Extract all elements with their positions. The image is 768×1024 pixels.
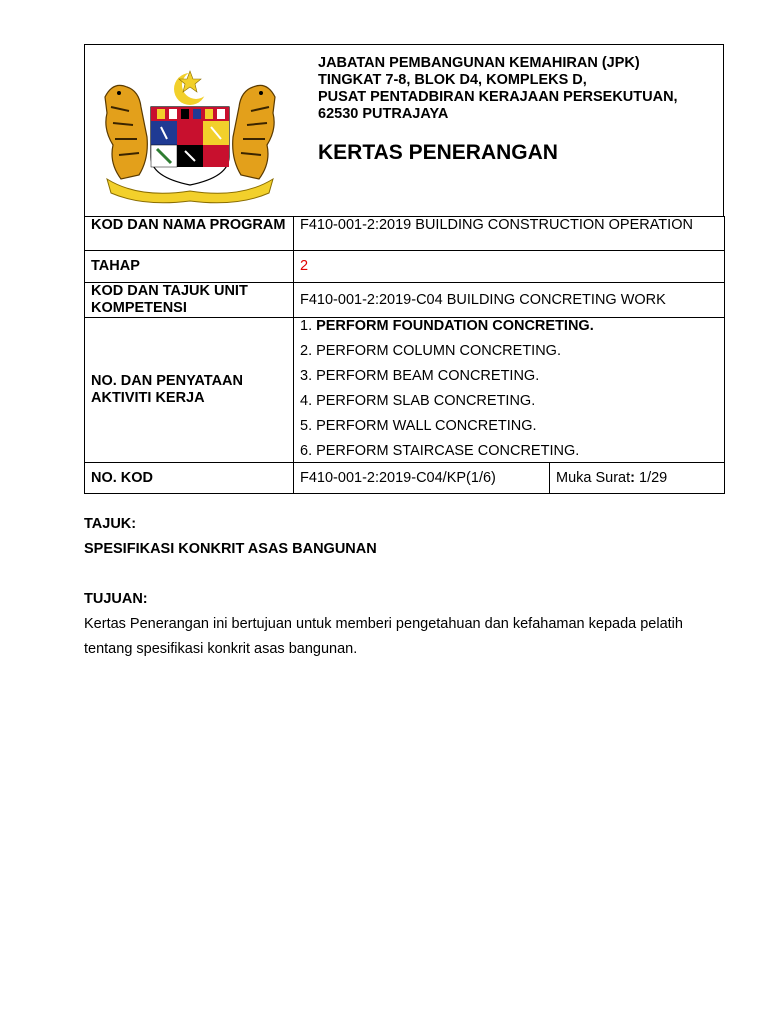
table-row: [85, 463, 725, 494]
tujuan-text: Kertas Penerangan ini bertujuan untuk memberi pengetahuan dan kefahaman kepada pelatih tentang spesifikasi konkrit asas bangunan.: [84, 616, 683, 657]
address-line: TINGKAT 7-8, BLOK D4, KOMPLEKS D,: [318, 72, 587, 88]
malaysia-coat-of-arms-logo: [99, 67, 281, 205]
activity-text: PERFORM STAIRCASE CONCRETING.: [316, 443, 580, 459]
tujuan-section: [84, 587, 694, 662]
tajuk-heading: TAJUK:: [84, 516, 137, 532]
tahap-label: TAHAP: [85, 251, 294, 283]
page-colon: :: [630, 469, 635, 486]
activities-cell: [294, 318, 725, 463]
program-label: KOD DAN NAMA PROGRAM: [85, 217, 294, 251]
list-item: [300, 318, 718, 343]
activities-list: [300, 318, 718, 462]
activity-text: PERFORM BEAM CONCRETING.: [316, 368, 540, 384]
activity-text: PERFORM COLUMN CONCRETING.: [316, 343, 561, 359]
activities-label: NO. DAN PENYATAAN AKTIVITI KERJA: [85, 318, 294, 463]
page-value: 1/29: [635, 469, 668, 486]
address-line: PUSAT PENTADBIRAN KERAJAAN PERSEKUTUAN,: [318, 89, 678, 105]
table-row: [85, 251, 725, 283]
list-item: [300, 343, 718, 368]
activity-number: 1.: [300, 318, 313, 334]
list-item: [300, 443, 718, 462]
activity-number: 2.: [300, 343, 313, 359]
list-item: [300, 393, 718, 418]
unit-value: F410-001-2:2019-C04 BUILDING CONCRETING WORK: [294, 283, 725, 318]
page-number: [550, 463, 725, 494]
tahap-value: 2: [294, 251, 725, 283]
activity-text: PERFORM SLAB CONCRETING.: [316, 393, 536, 409]
program-value: F410-001-2:2019 BUILDING CONSTRUCTION OPERATION: [294, 217, 725, 251]
tajuk-section: [84, 512, 694, 562]
table-row: [85, 283, 725, 318]
kod-value: F410-001-2:2019-C04/KP(1/6): [294, 463, 550, 494]
activity-number: 3.: [300, 368, 313, 384]
info-table: [84, 216, 725, 494]
document-header: [84, 44, 724, 217]
tujuan-heading: TUJUAN:: [84, 591, 148, 607]
tajuk-text: SPESIFIKASI KONKRIT ASAS BANGUNAN: [84, 541, 377, 557]
activity-number: 6.: [300, 443, 313, 459]
table-row: [85, 217, 725, 251]
address-line: JABATAN PEMBANGUNAN KEMAHIRAN (JPK): [318, 55, 640, 71]
list-item: [300, 418, 718, 443]
activity-text: PERFORM FOUNDATION CONCRETING.: [316, 318, 594, 334]
list-item: [300, 368, 718, 393]
activity-number: 4.: [300, 393, 313, 409]
address-line: 62530 PUTRAJAYA: [318, 106, 449, 122]
agency-address: [318, 55, 718, 123]
activity-text: PERFORM WALL CONCRETING.: [316, 418, 537, 434]
document-title: KERTAS PENERANGAN: [318, 141, 558, 164]
unit-label: KOD DAN TAJUK UNIT KOMPETENSI: [85, 283, 294, 318]
kod-label: NO. KOD: [85, 463, 294, 494]
page-label: Muka Surat: [556, 469, 631, 486]
activity-number: 5.: [300, 418, 313, 434]
table-row: [85, 318, 725, 463]
